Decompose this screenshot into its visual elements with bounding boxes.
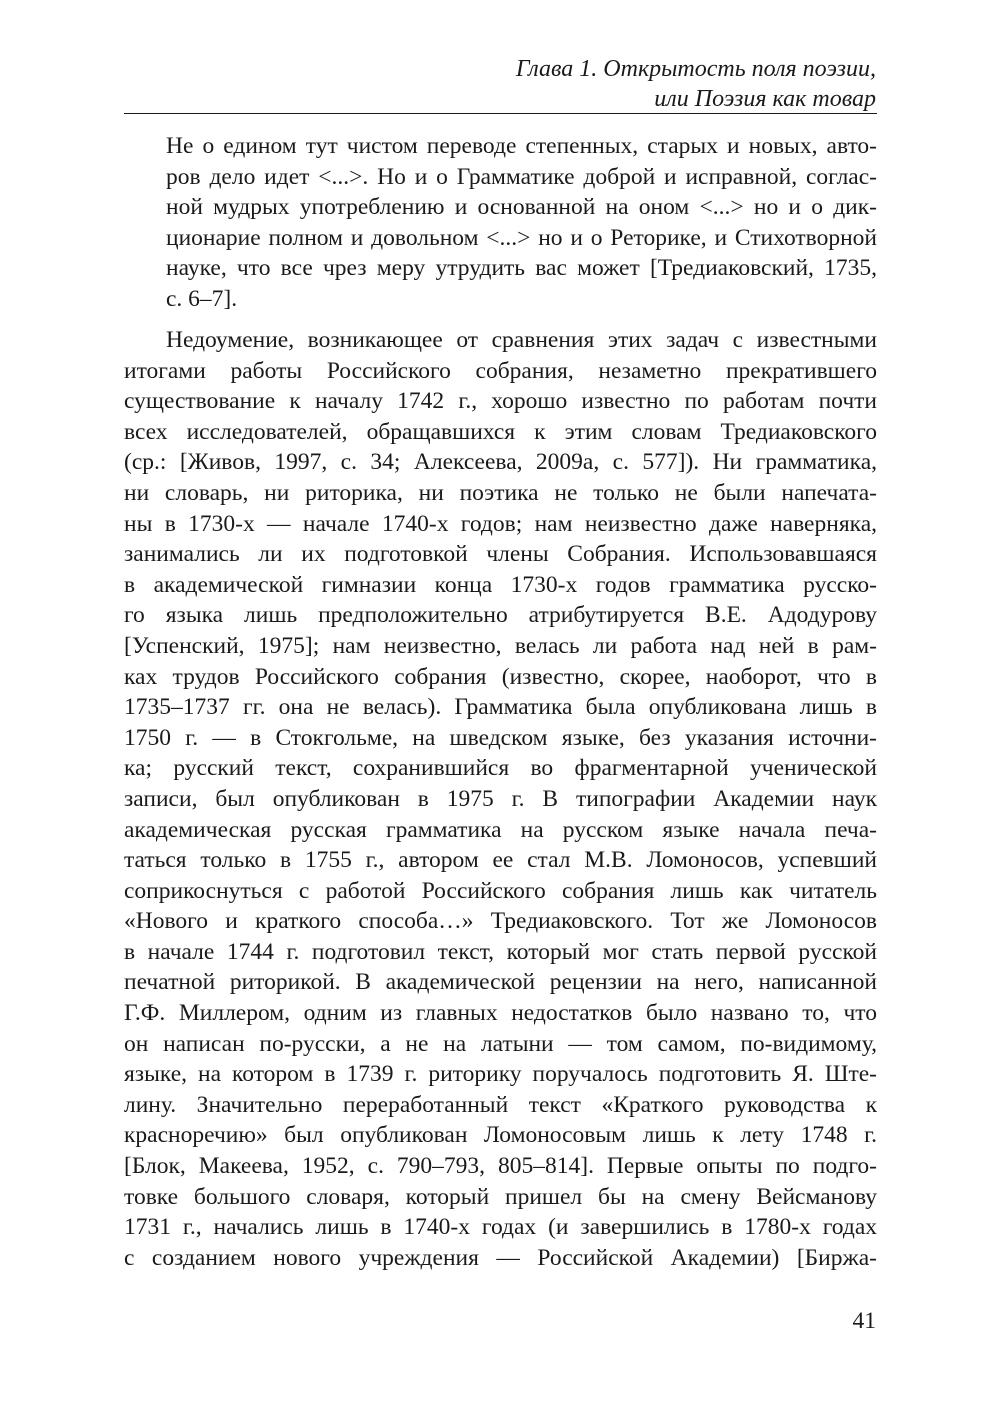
paragraph-line: лину. Значительно переработанный текст «Краткого руководства к (124, 1091, 877, 1118)
paragraph-line: в начале 1744 г. подготовил текст, который мог стать первой русской (124, 938, 877, 965)
paragraph-line: го языка лишь предположительно атрибутируется В.Е. Адодурову (124, 602, 877, 629)
quote-line: ров дело идет <...>. Но и о Грамматике доброй и исправной, соглас- (166, 163, 877, 190)
paragraph-line: Недоумение, возникающее от сравнения этих задач с известными (166, 327, 877, 353)
block-quote (166, 131, 877, 315)
paragraph-line: 1731 г., начались лишь в 1740-х годах (и завершились в 1780-х годах (124, 1214, 877, 1241)
running-head-line-2: или Поэзия как товар (654, 86, 876, 112)
paragraph-line: печатной риторикой. В академической рецензии на него, написанной (124, 969, 877, 996)
paragraph-line: записи, был опубликован в 1975 г. В типографии Академии наук (124, 785, 877, 812)
paragraph-line: итогами работы Российского собрания, незаметно прекратившего (124, 357, 877, 384)
paragraph-line: с созданием нового учреждения — Российской Академии) [Биржа- (124, 1244, 877, 1271)
quote-line: с. 6–7]. (166, 285, 238, 312)
paragraph-line: академическая русская грамматика на русском языке начала печа- (124, 816, 877, 843)
paragraph-line: «Нового и краткого способа…» Тредиаковского. Тот же Ломоносов (124, 908, 877, 935)
running-head (516, 54, 876, 114)
paragraph-line: 1735–1737 гг. она не велась). Грамматика была опубликована лишь в (124, 694, 877, 721)
quote-line: Не о едином тут чистом переводе степенных, старых и новых, авто- (166, 133, 877, 159)
paragraph-line: 1750 г. — в Стокгольме, на шведском языке, без указания источни- (124, 724, 877, 751)
paragraph-line: ны в 1730-х — начале 1740-х годов; нам неизвестно даже наверняка, (124, 510, 877, 537)
page-number: 41 (852, 1308, 876, 1334)
paragraph-line: [Успенский, 1975]; нам неизвестно, велась ли работа над ней в рам- (124, 632, 877, 659)
paragraph-line: таться только в 1755 г., автором ее стал М.В. Ломоносов, успевший (124, 847, 877, 874)
paragraph-line: в академической гимназии конца 1730-х годов грамматика русско- (124, 571, 877, 598)
paragraph-line: [Блок, Макеева, 1952, с. 790–793, 805–814]. Первые опыты по подго- (124, 1153, 877, 1180)
paragraph-line: ни словарь, ни риторика, ни поэтика не только не были напечата- (124, 479, 877, 506)
running-head-line-1: Глава 1. Открытость поля поэзии, (515, 56, 876, 82)
quote-line: науке, что все чрез меру утрудить вас может [Тредиаковский, 1735, (166, 255, 877, 282)
paragraph-line: ках трудов Российского собрания (известно, скорее, наоборот, что в (124, 663, 877, 690)
quote-line: ной мудрых употреблению и основанной на оном <...> но и о дик- (166, 194, 877, 221)
header-divider (124, 113, 877, 114)
paragraph-line: он написан по-русски, а не на латыни — том самом, по-видимому, (124, 1030, 877, 1057)
paragraph-line: всех исследователей, обращавшихся к этим словам Тредиаковского (124, 418, 877, 445)
paragraph-line: языке, на котором в 1739 г. риторику поручалось подготовить Я. Ште- (124, 1061, 877, 1088)
paragraph-line: (ср.: [Живов, 1997, с. 34; Алексеева, 2009а, с. 577]). Ни грамматика, (124, 449, 877, 476)
paragraph-line: соприкоснуться с работой Российского собрания лишь как читатель (124, 877, 877, 904)
paragraph-line: существование к началу 1742 г., хорошо известно по работам почти (124, 388, 877, 415)
body-paragraph (124, 325, 877, 1273)
paragraph-line: ка; русский текст, сохранившийся во фрагментарной ученической (124, 755, 877, 782)
paragraph-line: товке большого словаря, который пришел бы на смену Вейсманову (124, 1183, 877, 1210)
paragraph-line: занимались ли их подготовкой члены Собрания. Использовавшаяся (124, 541, 877, 568)
paragraph-line: Г.Ф. Миллером, одним из главных недостатков было названо то, что (124, 1000, 877, 1027)
quote-line: ционарие полном и довольном <...> но и о Реторике, и Стихотворной (166, 224, 877, 251)
paragraph-line: красноречию» был опубликован Ломоносовым лишь к лету 1748 г. (124, 1122, 877, 1149)
